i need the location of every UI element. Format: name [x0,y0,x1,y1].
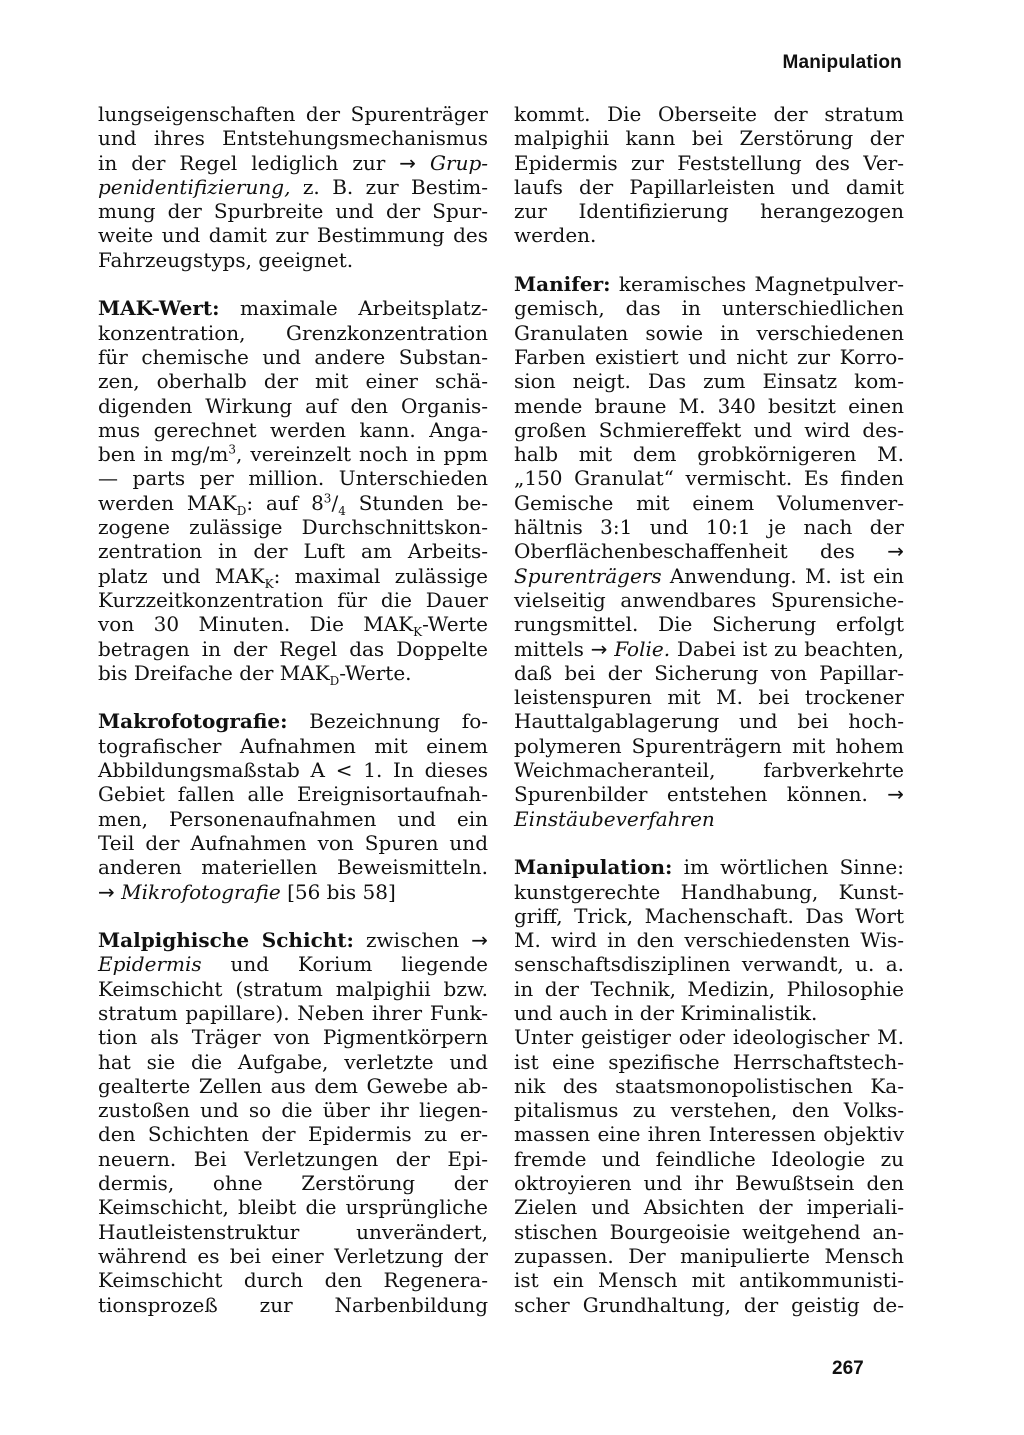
text-line: Malpighische Schicht: zwischen → [98,928,488,953]
text-line: bis Dreifache der $MAK_D$-Werte. [98,660,412,688]
text-line: laufs der Papillarleisten und damit [514,174,904,199]
text-line: Zielen und Absichten der imperiali- [514,1195,904,1220]
text-line: ist ein Mensch mit antikommunisti- [514,1268,904,1293]
text-line: zupassen. Der manipulierte Mensch [514,1243,904,1268]
text-line: kommt. Die Oberseite der stratum [514,102,904,126]
text-line: Fahrzeugstyps, geeignet. [98,247,354,272]
text-line: großen Schmiereffekt und wird des- [514,417,904,442]
text-line: scher Grundhaltung, der geistig de- [514,1292,904,1317]
text-line: tion als Träger von Pigmentkörpern [98,1025,488,1050]
text-line: zogene zulässige Durchschnittskon- [98,515,488,540]
text-line: MAK-Wert: maximale Arbeitsplatz- [98,296,488,321]
text-line: Epidermis zur Feststellung des Ver- [514,150,904,175]
text-line: dermis, ohne Zerstörung der [98,1171,488,1196]
text-line: zustoßen und so die über ihr liegen- [98,1098,488,1123]
text-line: mung der Spurbreite und der Spur- [98,199,488,224]
text-line: tografischer Aufnahmen mit einem [98,733,488,758]
text-line: Hauttalgablagerung und bei hoch- [514,709,904,734]
text-line: rungsmittel. Die Sicherung erfolgt [514,612,904,637]
text-line: mittels → Folie. Dabei ist zu beachten, [514,636,905,661]
text-line: halb mit dem grobkörnigeren M. [514,442,904,467]
text-line: pitalismus zu verstehen, den Volks- [514,1098,904,1123]
text-line: zentration in der Luft am Arbeits- [98,539,488,564]
text-line: zen, oberhalb der mit einer schä- [98,369,488,394]
text-line: den Schichten der Epidermis zu er- [98,1122,488,1147]
text-line: Kurzzeitkonzentration für die Dauer [98,587,488,612]
paragraph-gap [98,685,488,709]
text-line: polymeren Spurenträgern mit hohem [514,733,904,758]
text-line: gealterte Zellen aus dem Gewebe ab- [98,1073,488,1098]
text-line: mus gerechnet werden kann. Anga- [98,417,488,442]
text-line: werden $MAK_D$: auf $8^3/_4$ Stunden be- [98,490,488,518]
text-line: Einstäubeverfahren [514,806,715,831]
text-line: stischen Bourgeoisie weitgehend an- [514,1219,904,1244]
text-line: stratum papillare). Neben ihrer Funk- [98,1000,488,1025]
text-line: für chemische und andere Substan- [98,344,488,369]
text-line: weite und damit zur Bestimmung des [98,223,488,248]
text-line: hat sie die Aufgabe, verletzte und [98,1049,488,1074]
text-line: in der Regel lediglich zur → Grup- [98,150,489,175]
page-number: 267 [832,1358,864,1379]
text-line: neuern. Bei Verletzungen der Epi- [98,1146,488,1171]
text-line: Spurenträgers Anwendung. M. ist ein [514,563,904,588]
text-line: Keimschicht, bleibt die ursprüngliche [98,1195,488,1220]
text-line: penidentifizierung, z. B. zur Bestim- [98,174,488,199]
text-line: und auch in der Kriminalistik. [514,1000,818,1025]
text-line: Farben existiert und nicht zur Korro- [514,344,904,369]
text-line: fremde und feindliche Ideologie zu [514,1146,904,1171]
text-line: anderen materiellen Beweismitteln. [98,855,488,880]
text-line: vielseitig anwendbares Spurensiche- [514,587,904,612]
text-line: Oberflächenbeschaffenheit des → [514,539,904,564]
text-line: digenden Wirkung auf den Organis- [98,393,488,418]
text-line: sion neigt. Das zum Einsatz kom- [514,369,904,394]
text-line: Gebiet fallen alle Ereignisortaufnah- [98,782,488,807]
text-line: gemisch, das in unterschiedlichen [514,296,904,321]
text-line: hältnis 3:1 und 10:1 je nach der [514,515,904,540]
text-line: Gemische mit einem Volumenver- [514,490,904,515]
text-line: men, Personenaufnahmen und ein [98,806,488,831]
text-line: Spurenbilder entstehen können. → [514,782,904,807]
text-line: „150 Granulat“ vermischt. Es finden [514,466,904,491]
text-line: und ihres Entstehungsmechanismus [98,126,488,151]
paragraph-gap [514,248,904,272]
left-column [98,102,488,1317]
text-line: werden. [514,223,597,248]
text-line: platz und $MAK_K$: maximal zulässige [98,563,489,591]
text-line: Keimschicht (stratum malpighii bzw. [98,976,488,1001]
text-line: griff, Trick, Machenschaft. Das Wort [514,903,904,928]
text-line: tionsprozeß zur Narbenbildung [98,1292,488,1317]
text-line: Keimschicht durch den Regenera- [98,1268,488,1293]
text-line: — parts per million. Unterschieden [98,466,488,491]
text-line: von 30 Minuten. Die $MAK_K$-Werte [98,612,488,640]
text-line: mende braune M. 340 besitzt einen [514,393,904,418]
text-line: daß bei der Sicherung von Papillar- [514,660,904,685]
text-line: konzentration, Grenzkonzentration [98,320,488,345]
text-line: kunstgerechte Handhabung, Kunst- [514,879,904,904]
text-line: Weichmacheranteil, farbverkehrte [514,758,904,783]
text-line: oktroyieren und ihr Bewußtsein den [514,1171,904,1196]
text-line: Granulaten sowie in verschiedenen [514,320,904,345]
text-line: Epidermis und Korium liegende [98,952,488,977]
text-line: nik des staatsmonopolistischen Ka- [514,1073,904,1098]
text-line: betragen in der Regel das Doppelte [98,636,488,661]
right-column [514,102,904,1317]
text-line: Teil der Aufnahmen von Spuren und [98,830,488,855]
text-line: Unter geistiger oder ideologischer M. [514,1025,904,1050]
running-header: Manipulation [782,52,902,73]
text-line: M. wird in den verschiedensten Wis- [514,928,904,953]
text-line: malpighii kann bei Zerstörung der [514,126,904,151]
text-line: während es bei einer Verletzung der [98,1243,488,1268]
text-line: leistenspuren mit M. bei trockener [514,685,904,710]
text-line: ist eine spezifische Herrschaftstech- [514,1049,904,1074]
text-line: ben in $mg/m^3$, vereinzelt noch in ppm [98,442,488,467]
text-line: massen eine ihren Interessen objektiv [514,1122,904,1147]
text-line: → Mikrofotografie [56 bis 58] [98,879,396,904]
text-line: senschaftsdisziplinen verwandt, u. a. [514,952,904,977]
paragraph-gap [514,831,904,855]
paragraph-gap [98,904,488,928]
text-line: Makrofotografie: Bezeichnung fo- [98,709,488,734]
text-line: Abbildungsmaßstab A < 1. In dieses [98,758,488,783]
text-line: lungseigenschaften der Spurenträger [98,102,488,126]
text-line: zur Identifizierung herangezogen [514,199,904,224]
text-line: in der Technik, Medizin, Philosophie [514,976,904,1001]
text-line: Manipulation: im wörtlichen Sinne: [514,855,904,880]
text-line: Hautleistenstruktur unverändert, [98,1219,488,1244]
text-line: Manifer: keramisches Magnetpulver- [514,272,904,297]
paragraph-gap [98,272,488,296]
